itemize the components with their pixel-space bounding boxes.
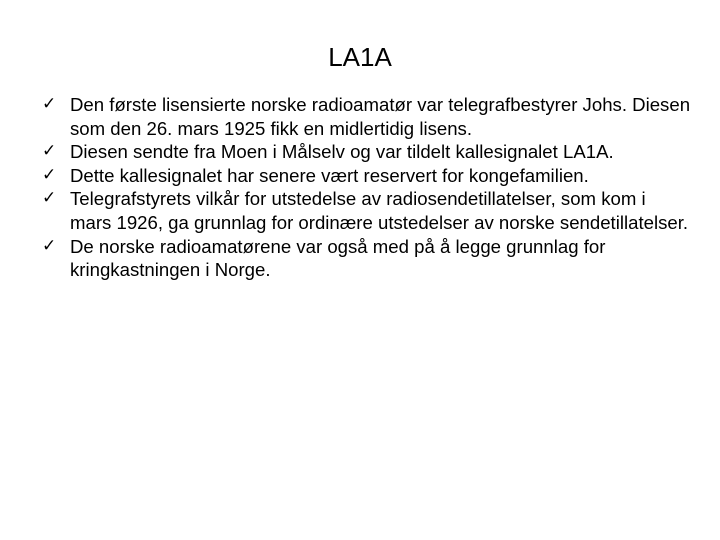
bullet-item — [42, 235, 692, 282]
bullet-item — [42, 164, 692, 188]
bullet-text: Den første lisensierte norske radioamatør var telegrafbestyrer Johs. Diesen som den 26. mars 1925 fikk en midlertidig lisens. — [70, 94, 691, 139]
check-icon: ✓ — [42, 188, 57, 209]
slide-title: LA1A — [328, 42, 392, 72]
bullet-text: De norske radioamatørene var også med på å legge grunnlag for kringkastningen i Norge. — [70, 235, 606, 281]
bullet-item — [42, 93, 692, 140]
bullet-list — [42, 93, 692, 282]
bullet-text: Telegrafstyrets vilkår for utstedelse av radiosendetillatelser, som kom i mars 1926, ga grunnlag for ordinære utstedelser av norske sendetillatelser. — [70, 188, 689, 233]
bullet-item — [42, 140, 692, 164]
bullet-text: Dette kallesignalet har senere vært reservert for kongefamilien. — [70, 164, 589, 186]
bullet-text: Diesen sendte fra Moen i Målselv og var tildelt kallesignalet LA1A. — [70, 141, 614, 163]
check-icon: ✓ — [42, 235, 57, 256]
check-icon: ✓ — [42, 94, 57, 114]
check-icon: ✓ — [42, 141, 57, 162]
bullet-item — [42, 187, 692, 234]
check-icon: ✓ — [42, 164, 57, 185]
